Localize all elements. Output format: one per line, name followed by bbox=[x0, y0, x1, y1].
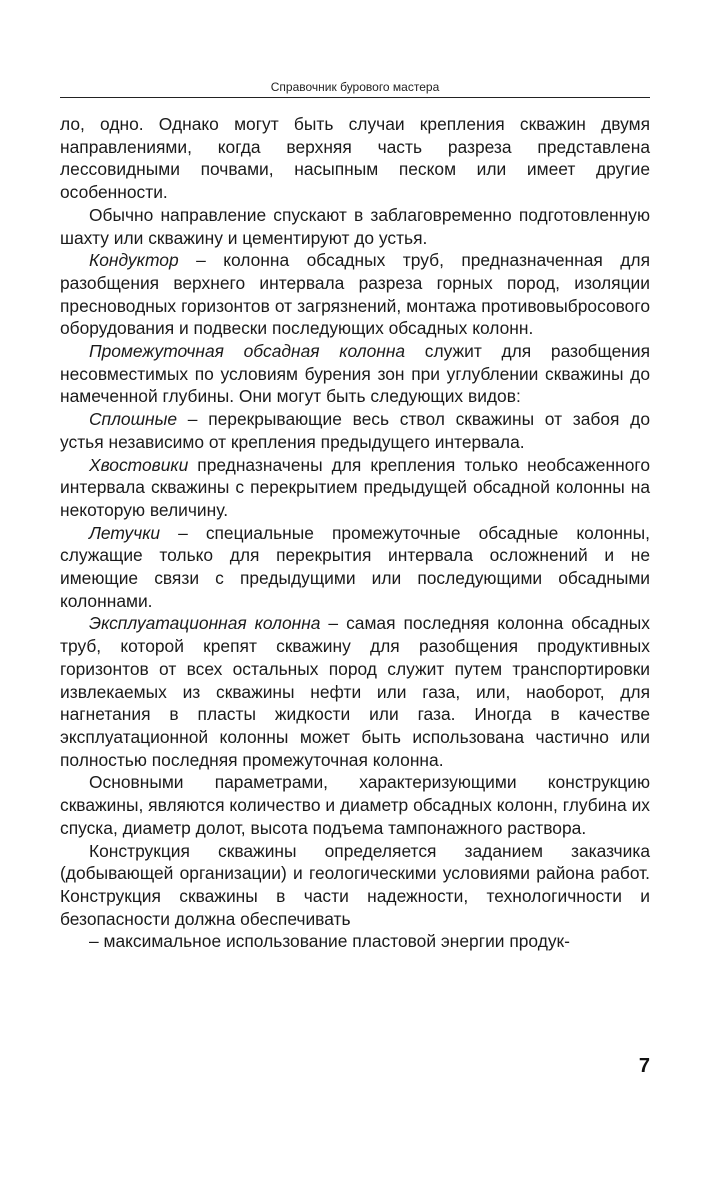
term-flying: Летучки bbox=[89, 522, 161, 543]
term-solid: Сплошные bbox=[89, 409, 178, 430]
term-conductor: Кондуктор bbox=[89, 250, 179, 271]
paragraph-flying-casing bbox=[60, 522, 650, 613]
paragraph-solid-casing bbox=[60, 408, 650, 453]
paragraph-text: Конструкция скважины определяется заданием заказчика (добывающей организации) и геологическими условиями района работ. Конструкция скважины в части надежности, технологичности и безопасности должна обеспечивать bbox=[60, 840, 650, 929]
term-liners: Хвостовики bbox=[89, 454, 189, 475]
paragraph-text: ло, одно. Однако могут быть случаи крепления скважин двумя направлениями, когда верхняя часть разреза представлена лессовидными почвами, насыпным песком или имеет другие особенности. bbox=[60, 114, 650, 203]
running-title: Справочник бурового мастера bbox=[270, 80, 440, 94]
paragraph-intermediate-casing bbox=[60, 340, 650, 408]
paragraph-production-casing bbox=[60, 612, 650, 771]
paragraph-text: – перекрывающие весь ствол скважины от забоя до устья независимо от крепления предыдущего интервала. bbox=[60, 409, 650, 452]
paragraph-text: – самая последняя колонна обсадных труб, которой крепят скважину для разобщения продуктивных горизонтов от всех остальных пород служит путем транспортировки извлекаемых из скважины нефти или газа, или, наоборот, для нагнетания в пласты жидкости или газа. Иногда в качестве эксплуатационной колонны может быть использована частично или полностью последняя промежуточная колонна. bbox=[60, 613, 650, 770]
paragraph-text: служит для разобщения несовместимых по условиям бурения зон при углублении скважины до намеченной глубины. Они могут быть следующих видов: bbox=[60, 341, 650, 407]
paragraph-text: – максимальное использование пластовой энергии продук- bbox=[89, 931, 570, 952]
paragraph-text: Обычно направление спускают в заблаговременно подготовленную шахту или скважину и цементируют до устья. bbox=[60, 204, 650, 248]
paragraph-text: предназначены для крепления только необсаженного интервала скважины с перекрытием предыдущей обсадной колонны на некоторую величину. bbox=[60, 454, 650, 520]
paragraph-parameters bbox=[60, 771, 650, 839]
paragraph-continuation bbox=[60, 113, 650, 204]
paragraph-text: – колонна обсадных труб, предназначенная для разобщения верхнего интервала разреза горных пород, изоляции пресноводных горизонтов от загрязнений, монтажа противовыбросового оборудования и подвески последующих обсадных колонн. bbox=[60, 250, 650, 339]
header-rule bbox=[60, 97, 650, 98]
paragraph-liners bbox=[60, 454, 650, 522]
term-intermediate-casing: Промежуточная обсадная колонна bbox=[89, 341, 406, 362]
paragraph-text: – специальные промежуточные обсадные колонны, служащие только для перекрытия интервала осложнений и не имеющие связи с предыдущими или последующими обсадными колоннами. bbox=[60, 522, 650, 611]
paragraph-list-item bbox=[60, 930, 650, 953]
page-number: 7 bbox=[638, 1055, 650, 1077]
paragraph-text: Основными параметрами, характеризующими конструкцию скважины, являются количество и диаметр обсадных колонн, глубина их спуска, диаметр долот, высота подъема тампонажного раствора. bbox=[60, 772, 650, 838]
book-page bbox=[60, 0, 650, 1182]
term-production-casing: Эксплуатационная колонна bbox=[89, 613, 321, 634]
paragraph-conductor bbox=[60, 249, 650, 340]
paragraph-direction-cementing bbox=[60, 204, 650, 249]
paragraph-design bbox=[60, 840, 650, 931]
body-text bbox=[60, 113, 650, 953]
